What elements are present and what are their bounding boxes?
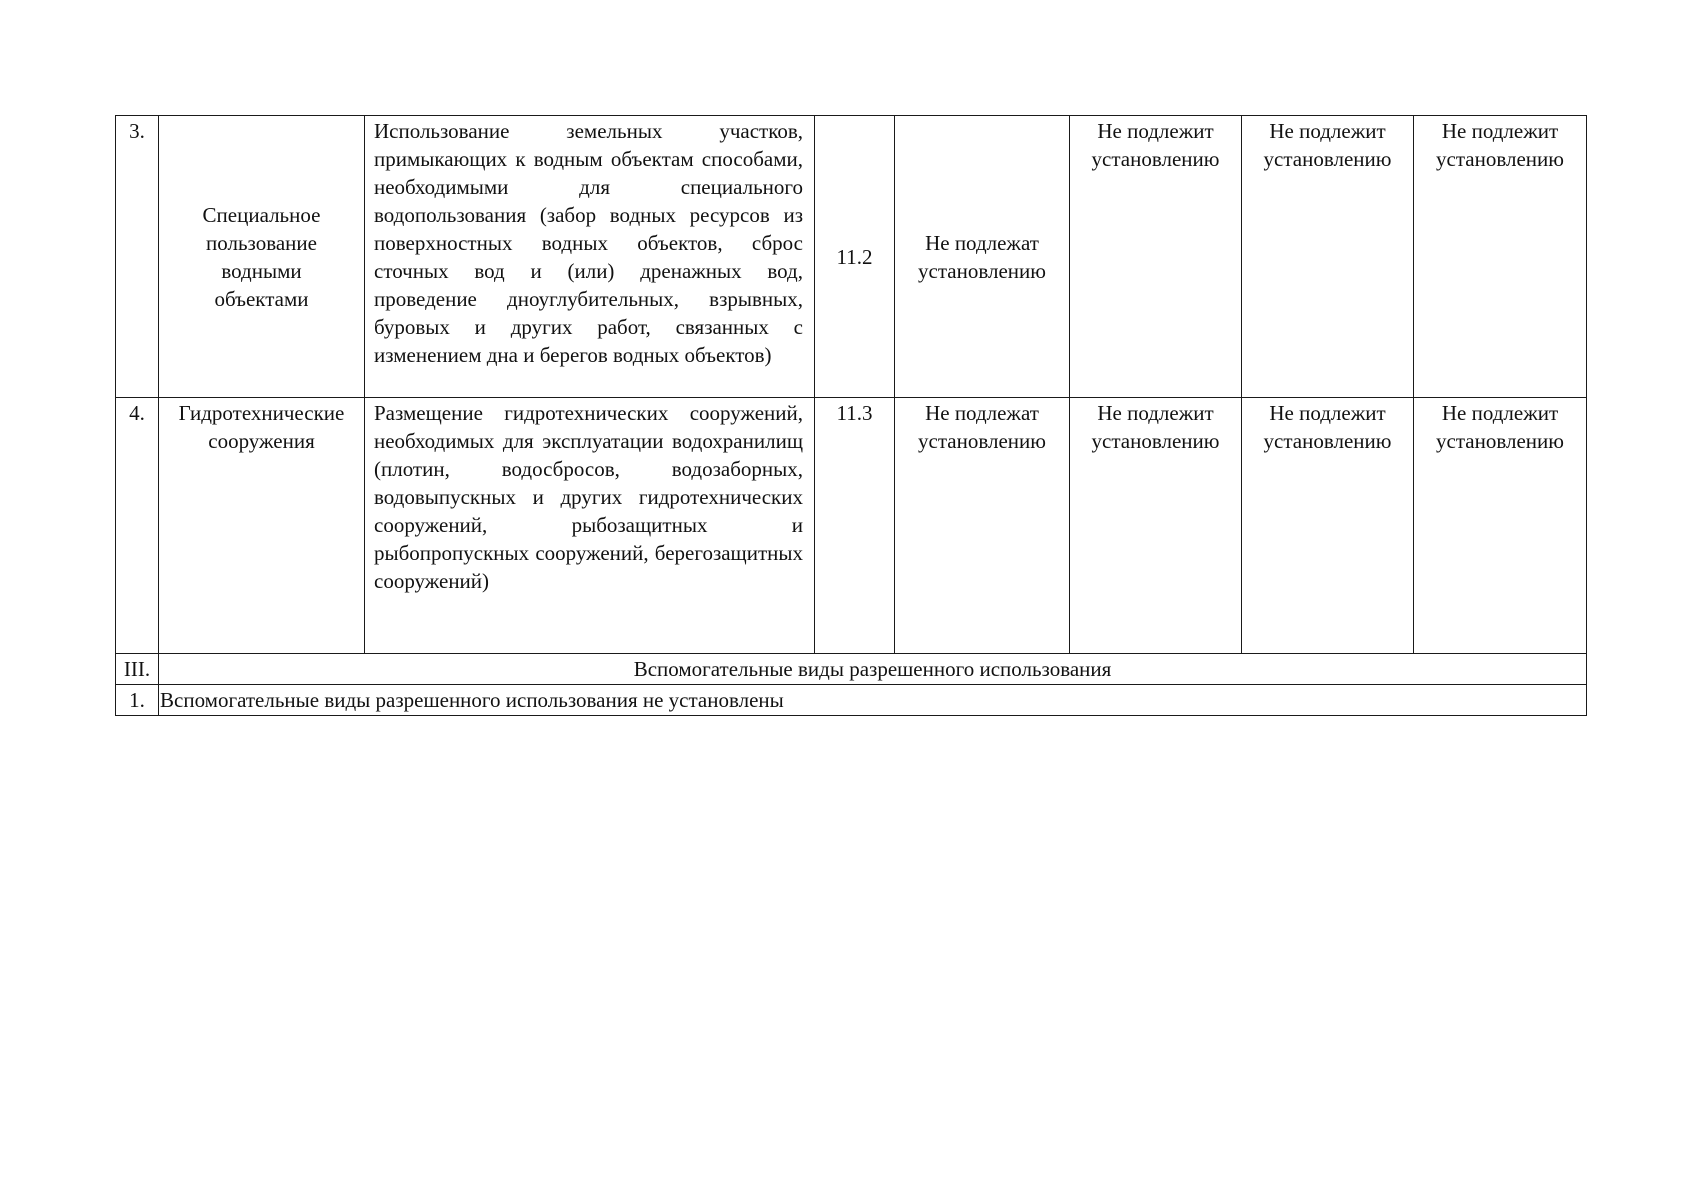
row-number: 4. [116, 398, 159, 654]
cell-line: Не подлежит [1269, 119, 1386, 143]
cell-line: установлению [1091, 429, 1220, 453]
cell-line: установлению [1436, 429, 1564, 453]
use-type-name-line: пользование [206, 230, 317, 255]
floors-limits [1242, 116, 1414, 398]
coverage-limits [1414, 398, 1587, 654]
table-row [116, 685, 1587, 716]
use-type-name [159, 116, 365, 398]
cell-line: установлению [918, 258, 1046, 283]
row-number: 1. [116, 685, 159, 716]
cell-line: установлению [918, 429, 1046, 453]
table-row [116, 398, 1587, 654]
cell-line: Не подлежат [925, 401, 1039, 425]
use-type-name-line: водными [221, 258, 302, 283]
cell-line: Не подлежит [1097, 119, 1214, 143]
land-use-table [115, 115, 1587, 716]
coverage-limits [1414, 116, 1587, 398]
cell-line: установлению [1263, 429, 1392, 453]
table-row [116, 116, 1587, 398]
cell-line: установлению [1263, 147, 1392, 171]
cell-line: установлению [1091, 147, 1220, 171]
setback-limits [1070, 116, 1242, 398]
use-type-description: Размещение гидротехнических сооружений, необходимых для эксплуатации водохранилищ (плотин, водосбросов, водозаборных, водовыпускных и других гидротехнических сооружений, рыбозащитных и рыбопропускных сооружений, берегозащитных сооружений) [365, 398, 815, 654]
floors-limits [1242, 398, 1414, 654]
use-type-name-line: Гидротехнические [178, 401, 345, 425]
plot-size-limits [895, 116, 1070, 398]
section-header-row [116, 654, 1587, 685]
classifier-code: 11.2 [815, 116, 895, 398]
cell-line: Не подлежит [1097, 401, 1214, 425]
auxiliary-use-note: Вспомогательные виды разрешенного использования не установлены [159, 685, 1587, 716]
cell-line: Не подлежит [1441, 119, 1559, 143]
row-number: 3. [116, 116, 159, 398]
use-type-name-line: сооружения [208, 429, 315, 453]
cell-line: Не подлежит [1441, 401, 1559, 425]
use-type-name-line: Специальное [202, 202, 321, 227]
classifier-code: 11.3 [815, 398, 895, 654]
plot-size-limits [895, 398, 1070, 654]
cell-line: установлению [1436, 147, 1564, 171]
use-type-name-line: объектами [214, 286, 309, 311]
use-type-description: Использование земельных участков, примыкающих к водным объектам способами, необходимыми для специального водопользования (забор водных ресурсов из поверхностных водных объектов, сброс сточных вод и (или) дренажных вод, проведение дноуглубительных, взрывных, буровых и других работ, связанных с изменением дна и берегов водных объектов) [365, 116, 815, 398]
cell-line: Не подлежит [1269, 401, 1386, 425]
use-type-name [159, 398, 365, 654]
cell-line: Не подлежат [925, 230, 1039, 255]
section-number: III. [116, 654, 159, 685]
setback-limits [1070, 398, 1242, 654]
section-title: Вспомогательные виды разрешенного использования [159, 654, 1587, 685]
